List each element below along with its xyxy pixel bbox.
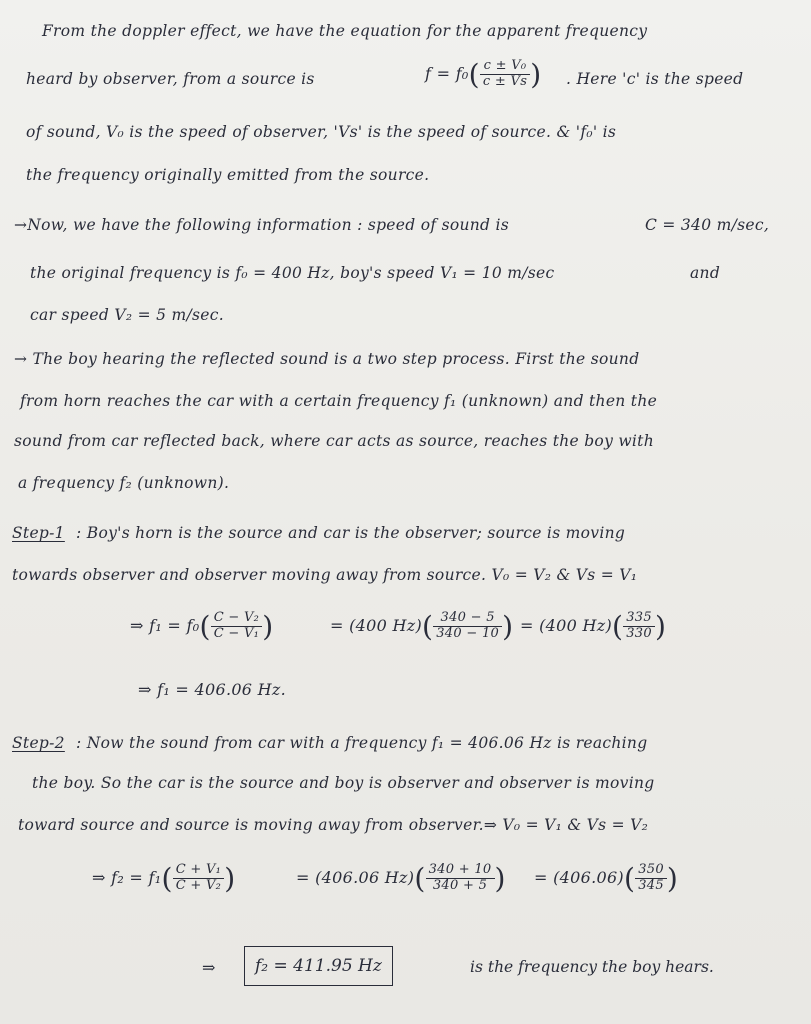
process-text-1: → The boy hearing the reflected sound is a two step process. First the sound [14, 350, 640, 368]
step1-eq-den2: 340 − 10 [436, 626, 500, 641]
intro-text-2a: heard by observer, from a source is [26, 70, 315, 88]
step2-eq-part2: = (406.06 Hz)( $\frac{340 + 10}{340 + 5}$ ) [296, 862, 506, 895]
info-text-1a: →Now, we have the following information : speed of sound is [14, 216, 510, 234]
step1-eq-part2: = (400 Hz)( $\frac{340 - 5}{340 - 10}$ ) [330, 610, 514, 643]
intro-text-1: From the doppler effect, we have the equation for the apparent frequency [42, 22, 648, 40]
step1-eq-mid2: = (400 Hz) [520, 616, 612, 635]
info-text-2b: and [690, 264, 721, 282]
step2-text-3: toward source and source is moving away from observer.⇒ V₀ = V₁ & Vs = V₂ [18, 816, 649, 834]
step1-eq-num1: C − V₂ [211, 611, 263, 627]
intro-text-3: of sound, V₀ is the speed of observer, 'Vs' is the speed of source. & 'f₀' is [26, 123, 617, 141]
process-text-3: sound from car reflected back, where car acts as source, reaches the boy with [14, 432, 654, 450]
step2-eq-mid: = (406.06 Hz) [296, 868, 415, 887]
intro-text-4: the frequency originally emitted from the source. [26, 166, 430, 184]
step2-label: Step-2 [12, 734, 65, 752]
step2-eq-num2: 340 + 10 [426, 863, 495, 879]
step1-eq-den1: C − V₁ [213, 626, 260, 641]
step1-eq-mid: = (400 Hz) [330, 616, 422, 635]
step1-result: ⇒ f₁ = 406.06 Hz. [138, 680, 287, 699]
step2-eq-num3: 350 [635, 863, 667, 879]
step1-eq-part3: = (400 Hz)( $\frac{335}{330}$ ) [520, 610, 667, 643]
formula-denominator: c ± Vs [482, 74, 528, 89]
info-text-2a: the original frequency is f₀ = 400 Hz, boy's speed V₁ = 10 m/sec [30, 264, 555, 282]
formula-lhs: f = f₀ [425, 64, 469, 83]
step1-eq-den3: 330 [626, 626, 652, 641]
step1-text-1: : Boy's horn is the source and car is the observer; source is moving [76, 524, 626, 542]
step1-eq-part1: ⇒ f₁ = f₀( $\frac{\text{C − V₂}}{\text{C − V₁}}$ ) [130, 610, 274, 643]
step2-eq-part1: ⇒ f₂ = f₁( $\frac{\text{C + V₁}}{\text{C + V₂}}$ ) [92, 862, 236, 895]
car-speed-text: car speed V₂ = 5 m/sec. [30, 306, 224, 324]
step2-eq-mid2: = (406.06) [534, 868, 624, 887]
step2-eq-part3: = (406.06)( $\frac{350}{345}$ ) [534, 862, 679, 895]
doppler-formula: f = f₀( $\frac{\text{c ± V₀}}{c \pm Vs}$ ) [425, 58, 542, 91]
final-arrow: ⇒ [202, 958, 216, 977]
formula-numerator: c ± V₀ [480, 59, 530, 75]
process-text-2: from horn reaches the car with a certain frequency f₁ (unknown) and then the [20, 392, 658, 410]
step1-label: Step-1 [12, 524, 65, 542]
step2-eq-lhs: ⇒ f₂ = f₁ [92, 868, 162, 887]
step2-eq-den2: 340 + 5 [432, 878, 488, 893]
final-answer: f₂ = 411.95 Hz [255, 956, 382, 976]
step2-text-1: : Now the sound from car with a frequency f₁ = 406.06 Hz is reaching [76, 734, 648, 752]
step2-eq-den3: 345 [638, 878, 664, 893]
intro-text-2b: . Here 'c' is the speed [566, 70, 744, 88]
step1-text-2: towards observer and observer moving away from source. V₀ = V₂ & Vs = V₁ [12, 566, 638, 584]
step1-eq-num2: 340 − 5 [433, 611, 502, 627]
step2-eq-num1: C + V₁ [173, 863, 225, 879]
step1-eq-lhs: ⇒ f₁ = f₀ [130, 616, 200, 635]
process-text-4: a frequency f₂ (unknown). [18, 474, 230, 492]
final-answer-tail: is the frequency the boy hears. [470, 958, 714, 976]
step2-text-2: the boy. So the car is the source and boy is observer and observer is moving [32, 774, 655, 792]
step1-eq-num3: 335 [623, 611, 655, 627]
sound-speed-value: C = 340 m/sec, [645, 216, 770, 234]
step2-eq-den1: C + V₂ [175, 878, 222, 893]
final-answer-box [244, 946, 393, 986]
